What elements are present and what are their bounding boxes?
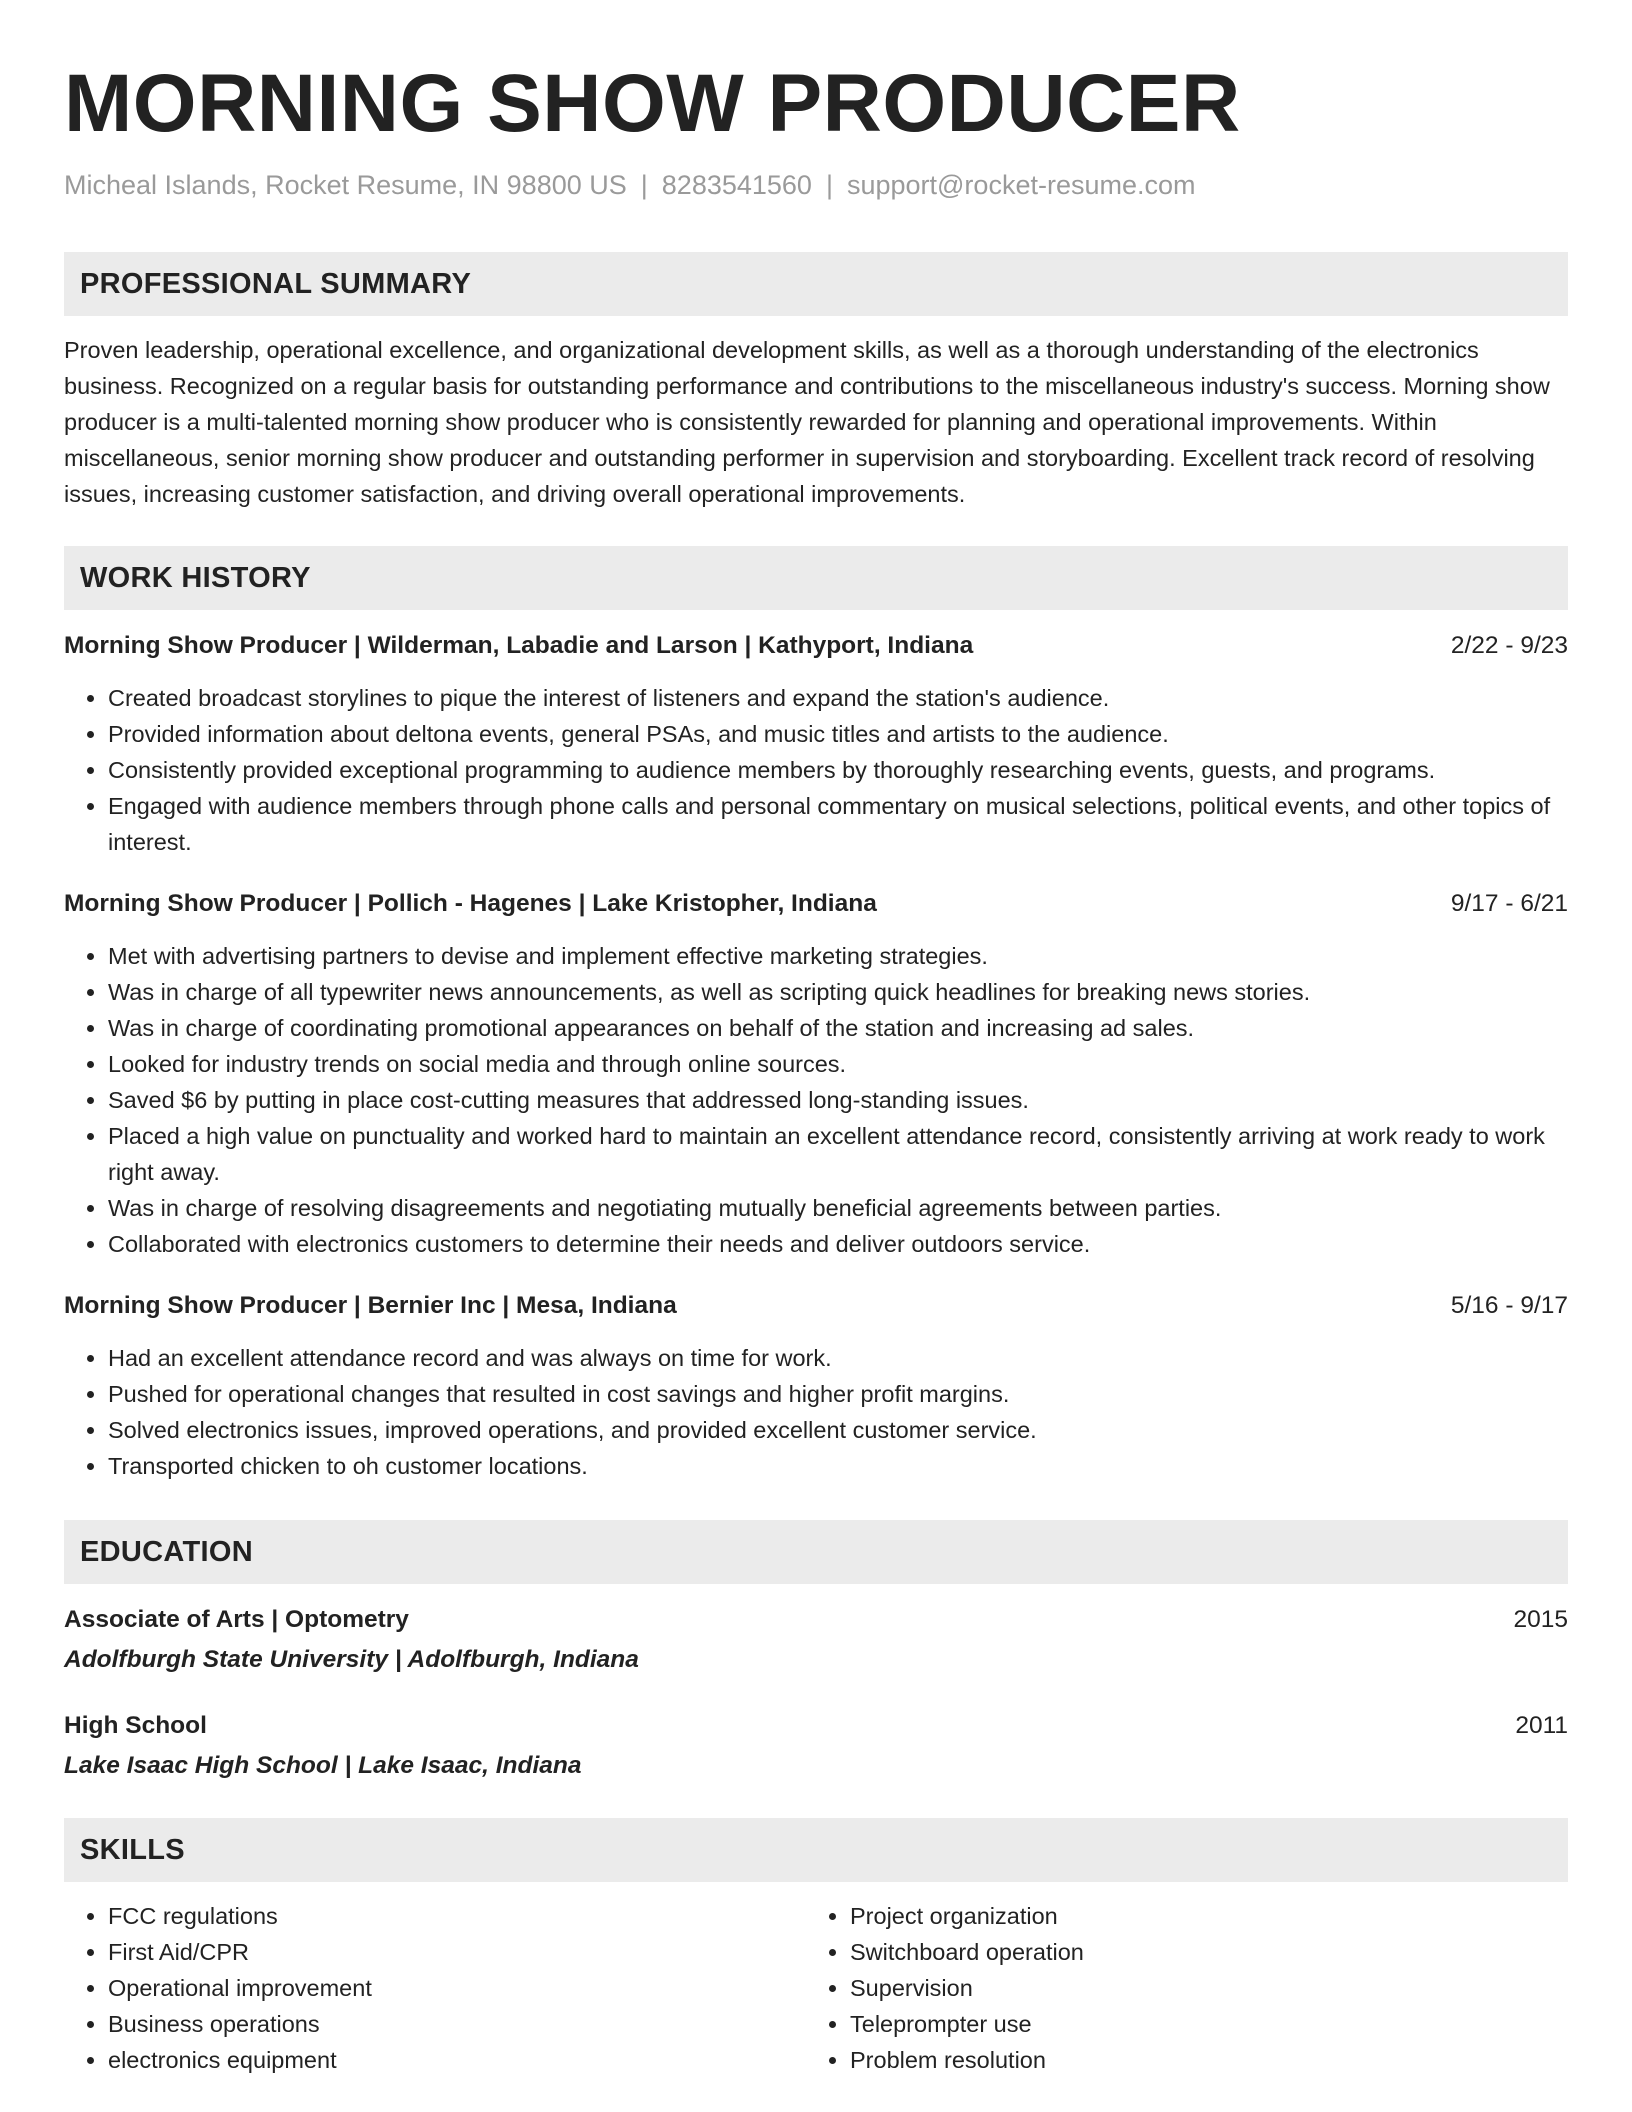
education-header	[64, 1602, 1568, 1638]
job-header	[64, 886, 1568, 922]
job-entry	[64, 886, 1568, 1262]
job-dates: 5/16 - 9/17	[1450, 1292, 1568, 1319]
resume-title: MORNING SHOW PRODUCER	[64, 58, 1241, 149]
job-bullet: • Was in charge of resolving disagreements and negotiating mutually beneficial agreements between parties.	[108, 1190, 1568, 1226]
skill-item: • Teleprompter use	[850, 2006, 1548, 2042]
education-entry	[64, 1708, 1568, 1784]
contact-address: Micheal Islands, Rocket Resume, IN 98800 US	[64, 170, 627, 200]
job-bullet: • Engaged with audience members through phone calls and personal commentary on musical selections, political events, and other topics of interest.	[108, 788, 1568, 860]
section-header-education: EDUCATION	[64, 1520, 1568, 1584]
job-bullet: • Looked for industry trends on social media and through online sources.	[108, 1046, 1568, 1082]
job-bullet: • Saved $6 by putting in place cost-cutting measures that addressed long-standing issues.	[108, 1082, 1568, 1118]
education-school: Lake Isaac High School | Lake Isaac, Indiana	[64, 1752, 582, 1779]
job-bullet: • Consistently provided exceptional programming to audience members by thoroughly researching events, guests, and programs.	[108, 752, 1568, 788]
contact-line	[64, 168, 1568, 202]
job-bullet: • Solved electronics issues, improved operations, and provided excellent customer service.	[108, 1412, 1568, 1448]
job-bullet: • Transported chicken to oh customer locations.	[108, 1448, 1568, 1484]
skill-item: • electronics equipment	[108, 2042, 806, 2078]
job-bullet: • Was in charge of all typewriter news announcements, as well as scripting quick headlines for breaking news stories.	[108, 974, 1568, 1010]
skill-item: • Business operations	[108, 2006, 806, 2042]
contact-email: support@rocket-resume.com	[846, 170, 1196, 200]
skill-item: • Problem resolution	[850, 2042, 1548, 2078]
skill-item: • FCC regulations	[108, 1898, 806, 1934]
job-bullets	[64, 1340, 1568, 1484]
job-bullet: • Provided information about deltona events, general PSAs, and music titles and artists to the audience.	[108, 716, 1568, 752]
job-header	[64, 628, 1568, 664]
education-degree: High School	[64, 1712, 207, 1739]
skill-item: • Switchboard operation	[850, 1934, 1548, 1970]
job-title: Morning Show Producer | Wilderman, Labadie and Larson | Kathyport, Indiana	[64, 632, 974, 659]
skill-item: • Supervision	[850, 1970, 1548, 2006]
contact-separator: |	[825, 170, 833, 200]
skill-item: • First Aid/CPR	[108, 1934, 806, 1970]
skill-item: • Operational improvement	[108, 1970, 806, 2006]
contact-separator: |	[640, 170, 648, 200]
section-header-skills: SKILLS	[64, 1818, 1568, 1882]
job-title: Morning Show Producer | Pollich - Hagenes | Lake Kristopher, Indiana	[64, 890, 877, 917]
job-bullet: • Collaborated with electronics customers to determine their needs and deliver outdoors service.	[108, 1226, 1568, 1262]
education-school: Adolfburgh State University | Adolfburgh, Indiana	[64, 1646, 639, 1673]
job-bullet: • Met with advertising partners to devise and implement effective marketing strategies.	[108, 938, 1568, 974]
skills-column-left	[64, 1898, 806, 2078]
skill-item: • Project organization	[850, 1898, 1548, 1934]
skills-grid	[64, 1898, 1568, 2078]
job-bullet: • Had an excellent attendance record and was always on time for work.	[108, 1340, 1568, 1376]
job-bullets	[64, 680, 1568, 860]
job-bullet: • Placed a high value on punctuality and worked hard to maintain an excellent attendance record, consistently arriving at work ready to work right away.	[108, 1118, 1568, 1190]
job-bullet: • Pushed for operational changes that resulted in cost savings and higher profit margins.	[108, 1376, 1568, 1412]
skills-column-right	[806, 1898, 1548, 2078]
job-header	[64, 1288, 1568, 1324]
education-year: 2015	[1513, 1606, 1568, 1633]
education-header	[64, 1708, 1568, 1744]
job-entry	[64, 1288, 1568, 1484]
job-bullet: • Was in charge of coordinating promotional appearances on behalf of the station and increasing ad sales.	[108, 1010, 1568, 1046]
job-bullet: • Created broadcast storylines to pique the interest of listeners and expand the station's audience.	[108, 680, 1568, 716]
job-title: Morning Show Producer | Bernier Inc | Mesa, Indiana	[64, 1292, 677, 1319]
summary-text: Proven leadership, operational excellence, and organizational development skills, as well as a thorough understanding of the electronics business. Recognized on a regular basis for outstanding performance and contributions to the miscellaneous industry's success. Morning show producer is a multi-talented morning show producer who is consistently rewarded for planning and operational improvements. Within miscellaneous, senior morning show producer and outstanding performer in supervision and storyboarding. Excellent track record of resolving issues, increasing customer satisfaction, and driving overall operational improvements.	[64, 337, 1550, 507]
job-dates: 2/22 - 9/23	[1450, 632, 1568, 659]
section-header-work-history: WORK HISTORY	[64, 546, 1568, 610]
job-bullets	[64, 938, 1568, 1262]
contact-phone: 8283541560	[661, 170, 812, 200]
job-dates: 9/17 - 6/21	[1450, 890, 1568, 917]
education-entry	[64, 1602, 1568, 1678]
education-degree: Associate of Arts | Optometry	[64, 1606, 409, 1633]
education-year: 2011	[1515, 1712, 1568, 1739]
job-entry	[64, 628, 1568, 860]
section-header-summary: PROFESSIONAL SUMMARY	[64, 252, 1568, 316]
